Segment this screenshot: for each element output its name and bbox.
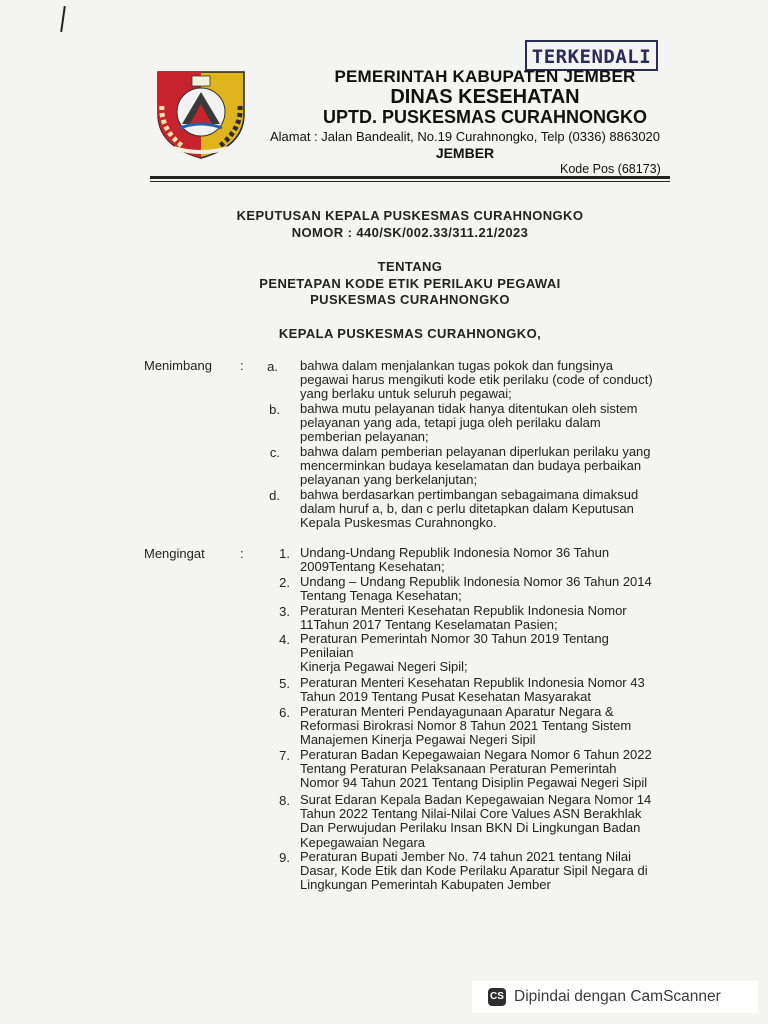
mengingat-item (300, 850, 670, 893)
item-line: Peraturan Menteri Kesehatan Republik Indonesia Nomor 43 (300, 675, 645, 690)
mengingat-marker: 9. (279, 850, 290, 865)
item-line: pegawai harus mengikuti kode etik perilaku (code of conduct) (300, 372, 653, 388)
decree-title: KEPUTUSAN KEPALA PUSKESMAS CURAHNONGKO (236, 208, 584, 223)
item-line: Kinerja Pegawai Negeri Sipil; (300, 659, 468, 675)
item-line: Tentang Tenaga Kesehatan; (300, 588, 462, 604)
kop-city: JEMBER (435, 145, 495, 161)
mengingat-item (300, 705, 670, 748)
mengingat-marker: 5. (279, 676, 290, 691)
decree-number: NOMOR : 440/SK/002.33/311.21/2023 (291, 225, 529, 240)
jember-emblem-icon (152, 66, 250, 160)
item-line: bahwa dalam menjalankan tugas pokok dan fungsinya (300, 358, 613, 373)
item-line: Surat Edaran Kepala Badan Kepegawaian Negara Nomor 14 (300, 792, 652, 807)
mengingat-item (300, 575, 670, 603)
kop-institution: UPTD. PUSKESMAS CURAHNONGKO (322, 107, 648, 127)
menimbang-colon: : (240, 358, 244, 373)
menimbang-marker: b. (269, 402, 280, 417)
letterhead-rule-thick (150, 176, 670, 179)
scanner-watermark-text: Dipindai dengan CamScanner (514, 988, 721, 1005)
item-line: Peraturan Badan Kepegawaian Negara Nomor 6 Tahun 2022 (300, 747, 652, 762)
mengingat-item (300, 632, 670, 675)
decree-subject-line2: PUSKESMAS CURAHNONGKO (310, 292, 510, 307)
item-line: Peraturan Bupati Jember No. 74 tahun 2021 tentang Nilai (300, 849, 631, 864)
item-line: Peraturan Pemerintah Nomor 30 Tahun 2019 Tentang (300, 631, 609, 646)
item-line: mencerminkan budaya keselamatan dan budaya perbaikan (300, 458, 642, 474)
item-line: Kepegawaian Negara (300, 834, 426, 850)
item-line: Penilaian (300, 645, 354, 661)
mengingat-item (300, 676, 670, 704)
postal-code: Kode Pos (68173) (560, 162, 661, 176)
item-line: pelayanan yang berkelanjutan; (300, 472, 478, 488)
mengingat-marker: 8. (279, 793, 290, 808)
menimbang-item (300, 445, 670, 488)
camscanner-icon: CS (488, 988, 506, 1006)
item-line: 2009Tentang Kesehatan; (300, 559, 445, 575)
menimbang-label: Menimbang (144, 358, 212, 373)
item-line: Dan Perwujudan Perilaku Insan BKN Di Lingkungan Badan (300, 820, 641, 836)
item-line: bahwa mutu pelayanan tidak hanya ditentukan oleh sistem (300, 401, 638, 416)
item-line: Kepala Puskesmas Curahnongko. (300, 515, 497, 531)
menimbang-item (300, 402, 670, 445)
decree-subject-line1: PENETAPAN KODE ETIK PERILAKU PEGAWAI (259, 276, 561, 291)
kop-government: PEMERINTAH KABUPATEN JEMBER (334, 67, 636, 86)
item-line: Reformasi Birokrasi Nomor 8 Tahun 2021 Tentang Sistem (300, 718, 632, 734)
pen-mark (60, 6, 66, 32)
kop-address: Alamat : Jalan Bandealit, No.19 Curahnongko, Telp (0336) 8863020 (269, 129, 661, 144)
item-line: Undang – Undang Republik Indonesia Nomor 36 Tahun 2014 (300, 574, 652, 589)
item-line: Peraturan Menteri Kesehatan Republik Indonesia Nomor (300, 603, 627, 618)
item-line: bahwa dalam pemberian pelayanan diperlukan perilaku yang (300, 444, 651, 459)
item-line: Undang-Undang Republik Indonesia Nomor 36 Tahun (300, 545, 610, 560)
item-line: Manajemen Kinerja Pegawai Negeri Sipil (300, 732, 536, 748)
item-line: Lingkungan Pemerintah Kabupaten Jember (300, 877, 551, 893)
mengingat-item (300, 604, 670, 632)
mengingat-marker: 2. (279, 575, 290, 590)
mengingat-item (300, 793, 670, 850)
menimbang-marker: a. (267, 359, 278, 374)
item-line: dalam huruf a, b, dan c perlu ditetapkan dalam Keputusan (300, 501, 634, 517)
mengingat-label: Mengingat (144, 546, 205, 561)
kop-department: DINAS KESEHATAN (390, 86, 580, 108)
item-line: pemberian pelayanan; (300, 429, 429, 445)
mengingat-marker: 6. (279, 705, 290, 720)
item-line: yang berlaku untuk seluruh pegawai; (300, 386, 512, 402)
mengingat-marker: 3. (279, 604, 290, 619)
mengingat-marker: 4. (279, 632, 290, 647)
item-line: Dasar, Kode Etik dan Kode Perilaku Aparatur Sipil Negara di (300, 863, 648, 879)
item-line: Peraturan Menteri Pendayagunaan Aparatur Negara & (300, 704, 614, 719)
menimbang-item (300, 488, 670, 531)
item-line: Tentang Peraturan Pelaksanaan Peraturan Pemerintah (300, 761, 617, 777)
item-line: Tahun 2022 Tentang Nilai-Nilai Core Values ASN Berakhlak (300, 806, 642, 822)
item-line: pelayanan yang ada, tetapi juga oleh perilaku dalam (300, 415, 601, 431)
item-line: Nomor 94 Tahun 2021 Tentang Disiplin Pegawai Negeri Sipil (300, 775, 648, 791)
item-line: 11Tahun 2017 Tentang Keselamatan Pasien; (300, 617, 558, 633)
letterhead-rule-thin (150, 181, 670, 182)
controlled-copy-stamp: TERKENDALI (525, 40, 658, 71)
menimbang-item (300, 359, 670, 402)
decree-authority: KEPALA PUSKESMAS CURAHNONGKO, (278, 326, 542, 341)
mengingat-item (300, 748, 670, 791)
item-line: bahwa berdasarkan pertimbangan sebagaimana dimaksud (300, 487, 639, 502)
tentang-heading: TENTANG (377, 259, 443, 274)
mengingat-item (300, 546, 670, 574)
mengingat-colon: : (240, 546, 244, 561)
menimbang-marker: c. (269, 445, 280, 460)
mengingat-marker: 7. (279, 748, 290, 763)
mengingat-marker: 1. (279, 546, 290, 561)
item-line: Tahun 2019 Tentang Pusat Kesehatan Masyarakat (300, 689, 592, 705)
menimbang-marker: d. (269, 488, 280, 503)
